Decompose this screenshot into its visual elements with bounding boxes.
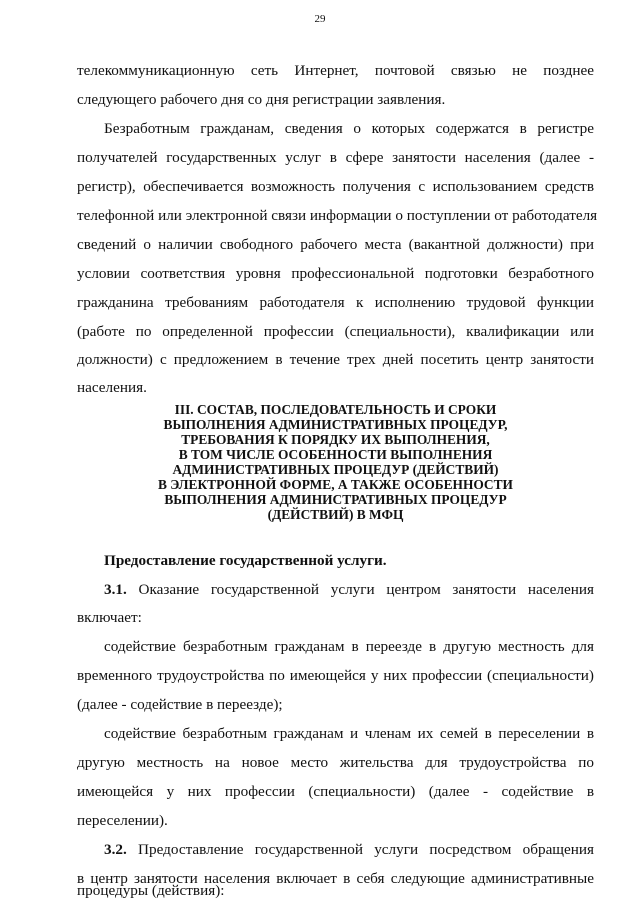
paragraph-line: имеющейся у них профессии (специальности) (далее - содействие в bbox=[77, 783, 594, 800]
section-heading-line: ВЫПОЛНЕНИЯ АДМИНИСТРАТИВНЫХ ПРОЦЕДУР, bbox=[163, 417, 508, 432]
paragraph-line: телекоммуникационную сеть Интернет, почтовой связью не позднее bbox=[77, 62, 594, 79]
paragraph-line: процедуры (действия): bbox=[77, 882, 225, 899]
paragraph-line: следующего рабочего дня со дня регистрации заявления. bbox=[77, 91, 446, 108]
item-text: Оказание государственной услуги центром занятости населения bbox=[138, 581, 594, 598]
paragraph-line: переселении). bbox=[77, 812, 168, 829]
section-heading-line: В ТОМ ЧИСЛЕ ОСОБЕННОСТИ ВЫПОЛНЕНИЯ bbox=[178, 447, 493, 462]
paragraph-line: получателей государственных услуг в сфере занятости населения (далее - bbox=[77, 149, 594, 166]
item-number: 3.2. bbox=[104, 841, 127, 858]
paragraph-line: сведений о наличии свободного рабочего места (вакантной должности) при bbox=[77, 236, 594, 253]
paragraph-line: содействие безработным гражданам и членам их семей в переселении в bbox=[104, 725, 594, 742]
section-heading-line: В ЭЛЕКТРОННОЙ ФОРМЕ, А ТАКЖЕ ОСОБЕННОСТИ bbox=[158, 477, 513, 492]
paragraph-line: условии соответствия уровня профессиональной подготовки безработного bbox=[77, 265, 594, 282]
paragraph-line: (работе по определенной профессии (специальности), квалификации или bbox=[77, 323, 594, 340]
item-3-1-line bbox=[104, 575, 594, 604]
item-3-2-line bbox=[104, 835, 594, 864]
page-number: 29 bbox=[314, 13, 326, 25]
paragraph-line: включает: bbox=[77, 609, 142, 626]
section-heading-line: III. СОСТАВ, ПОСЛЕДОВАТЕЛЬНОСТЬ И СРОКИ bbox=[174, 402, 497, 417]
paragraph-line: в центр занятости населения включает в себя следующие административные bbox=[77, 870, 594, 887]
paragraph-line: (далее - содействие в переезде); bbox=[77, 696, 283, 713]
paragraph-line: гражданина требованиям работодателя к исполнению трудовой функции bbox=[77, 294, 594, 311]
item-number: 3.1. bbox=[104, 581, 127, 598]
section-heading-line: ТРЕБОВАНИЯ К ПОРЯДКУ ИХ ВЫПОЛНЕНИЯ, bbox=[181, 432, 490, 447]
paragraph-line: телефонной или электронной связи информации о поступлении от работодателя bbox=[77, 207, 598, 224]
paragraph-line: регистр), обеспечивается возможность получения с использованием средств bbox=[77, 178, 594, 195]
section-heading-line: (ДЕЙСТВИЙ) В МФЦ bbox=[267, 507, 404, 522]
paragraph-line: Безработным гражданам, сведения о которых содержатся в регистре bbox=[104, 120, 594, 137]
paragraph-line: временного трудоустройства по имеющейся у них профессии (специальности) bbox=[77, 667, 594, 684]
paragraph-line: другую местность на новое место жительства для трудоустройства по bbox=[77, 754, 594, 771]
subheading: Предоставление государственной услуги. bbox=[104, 552, 387, 569]
paragraph-line: содействие безработным гражданам в переезде в другую местность для bbox=[104, 638, 594, 655]
paragraph-line: должности) с предложением в течение трех дней посетить центр занятости bbox=[77, 351, 594, 368]
section-heading-line: ВЫПОЛНЕНИЯ АДМИНИСТРАТИВНЫХ ПРОЦЕДУР bbox=[164, 492, 507, 507]
paragraph-line: населения. bbox=[77, 379, 147, 396]
section-heading-line: АДМИНИСТРАТИВНЫХ ПРОЦЕДУР (ДЕЙСТВИЙ) bbox=[172, 462, 499, 477]
item-text: Предоставление государственной услуги посредством обращения bbox=[138, 841, 594, 858]
